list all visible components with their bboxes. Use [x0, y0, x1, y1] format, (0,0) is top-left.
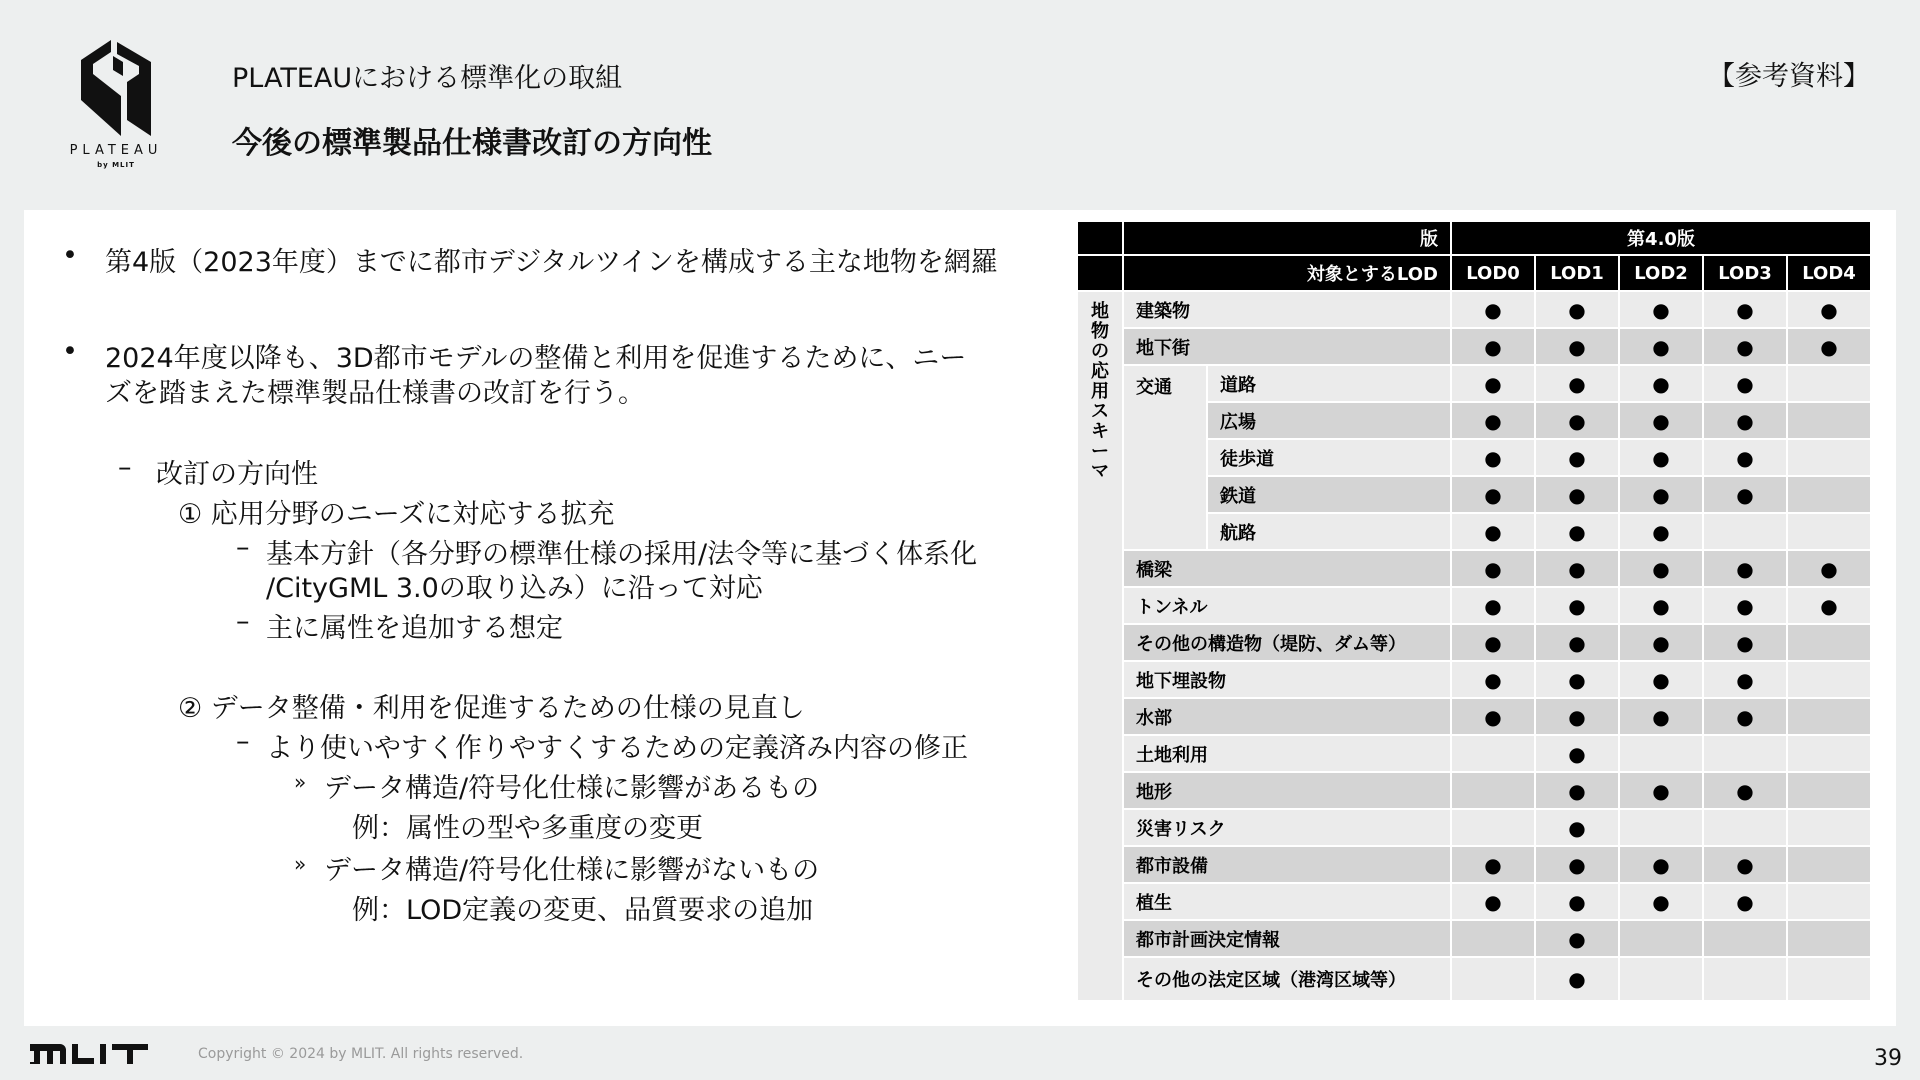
- lod-dot-cell: ●: [1787, 328, 1871, 365]
- item-1-sub-2: 主に属性を追加する想定: [266, 613, 563, 644]
- lod-header: LOD3: [1703, 255, 1787, 291]
- lod-dot-cell: ●: [1619, 846, 1703, 883]
- lod-empty-cell: [1787, 439, 1871, 476]
- row-label: 建築物: [1123, 291, 1451, 328]
- dash-icon: –: [236, 532, 250, 563]
- lod-dot-cell: ●: [1787, 291, 1871, 328]
- lod-table-container: [1076, 220, 1872, 1002]
- lod-dot-cell: ●: [1451, 476, 1535, 513]
- lod-dot-cell: ●: [1703, 587, 1787, 624]
- lod-dot-cell: ●: [1535, 846, 1619, 883]
- lod-empty-cell: [1619, 957, 1703, 1001]
- row-label: 橋梁: [1123, 550, 1451, 587]
- row-label: 植生: [1123, 883, 1451, 920]
- lod-dot-cell: ●: [1619, 291, 1703, 328]
- lod-dot-cell: ●: [1451, 587, 1535, 624]
- lod-dot-cell: ●: [1619, 550, 1703, 587]
- item-1: ① 応用分野のニーズに対応する拡充: [178, 499, 615, 530]
- lod-dot-cell: ●: [1703, 550, 1787, 587]
- transport-group-label: 交通: [1123, 365, 1207, 550]
- row-label: 鉄道: [1207, 476, 1451, 513]
- row-label: 都市計画決定情報: [1123, 920, 1451, 957]
- lod-dot-cell: ●: [1619, 513, 1703, 550]
- lod-empty-cell: [1787, 513, 1871, 550]
- table-row: [1077, 365, 1871, 402]
- table-row: [1077, 291, 1871, 328]
- item-2-sub-1-b: データ構造/符号化仕様に影響がないもの: [324, 855, 820, 886]
- page-title: 今後の標準製品仕様書改訂の方向性: [232, 126, 712, 161]
- lod-empty-cell: [1619, 735, 1703, 772]
- lod-dot-cell: ●: [1451, 624, 1535, 661]
- lod-dot-cell: ●: [1535, 698, 1619, 735]
- lod-dot-cell: ●: [1703, 698, 1787, 735]
- dash-icon: –: [118, 452, 132, 483]
- logo-wordmark: PLATEAU: [69, 143, 163, 158]
- item-2-sub-1-a-example: 例：属性の型や多重度の変更: [352, 813, 703, 844]
- vertical-label-char: ー: [1091, 441, 1109, 462]
- lod-dot-cell: ●: [1451, 698, 1535, 735]
- lod-dot-cell: ●: [1451, 550, 1535, 587]
- lod-empty-cell: [1787, 846, 1871, 883]
- table-row: [1077, 328, 1871, 365]
- chevron-icon: »: [294, 852, 307, 876]
- table-body: [1077, 291, 1871, 1001]
- row-label: 地下街: [1123, 328, 1451, 365]
- row-label: 徒歩道: [1207, 439, 1451, 476]
- lod-dot-cell: ●: [1451, 883, 1535, 920]
- copyright-text: Copyright © 2024 by MLIT. All rights reserved.: [198, 1046, 524, 1062]
- lod-dot-cell: ●: [1619, 587, 1703, 624]
- row-label: 災害リスク: [1123, 809, 1451, 846]
- lod-empty-cell: [1451, 809, 1535, 846]
- vertical-label-char: の: [1091, 341, 1109, 362]
- lod-dot-cell: ●: [1535, 439, 1619, 476]
- lod-empty-cell: [1703, 809, 1787, 846]
- mlit-logo: [30, 1040, 160, 1066]
- plateau-cube-icon: [81, 40, 151, 136]
- item-1-sub-1-line-2: /CityGML 3.0の取り込み）に沿って対応: [266, 573, 763, 604]
- lod-empty-cell: [1787, 772, 1871, 809]
- table-row: [1077, 624, 1871, 661]
- lod-dot-cell: ●: [1451, 661, 1535, 698]
- table-row: [1077, 661, 1871, 698]
- lod-dot-cell: ●: [1619, 883, 1703, 920]
- table-corner-cell: [1077, 255, 1123, 291]
- vertical-label-char: 地: [1091, 301, 1109, 322]
- lod-dot-cell: ●: [1703, 772, 1787, 809]
- chevron-icon: »: [294, 770, 307, 794]
- lod-dot-cell: ●: [1619, 439, 1703, 476]
- page-number: 39: [1874, 1046, 1902, 1071]
- version-value: 第4.0版: [1451, 221, 1871, 255]
- lod-empty-cell: [1787, 365, 1871, 402]
- bullet-icon: •: [62, 240, 78, 271]
- lod-label: 対象とするLOD: [1123, 255, 1451, 291]
- dash-icon: –: [236, 726, 250, 757]
- lod-dot-cell: ●: [1535, 476, 1619, 513]
- lod-table: [1076, 220, 1872, 1002]
- table-row: [1077, 587, 1871, 624]
- lod-dot-cell: ●: [1451, 513, 1535, 550]
- vertical-label-char: 物: [1091, 321, 1109, 342]
- plateau-logo: [56, 40, 176, 175]
- row-label: その他の法定区域（港湾区域等）: [1123, 957, 1451, 1001]
- lod-dot-cell: ●: [1535, 772, 1619, 809]
- lod-dot-cell: ●: [1535, 809, 1619, 846]
- row-label: その他の構造物（堤防、ダム等）: [1123, 624, 1451, 661]
- lod-dot-cell: ●: [1619, 661, 1703, 698]
- lod-dot-cell: ●: [1787, 550, 1871, 587]
- vertical-label-char: 用: [1091, 381, 1109, 402]
- lod-dot-cell: ●: [1451, 365, 1535, 402]
- table-header-lod-row: [1077, 255, 1871, 291]
- lod-header: LOD2: [1619, 255, 1703, 291]
- table-row: [1077, 698, 1871, 735]
- lod-dot-cell: ●: [1451, 328, 1535, 365]
- logo-byline: by MLIT: [97, 161, 135, 169]
- row-label: 道路: [1207, 365, 1451, 402]
- row-label: 水部: [1123, 698, 1451, 735]
- vertical-label-char: 応: [1091, 361, 1109, 382]
- table-row: [1077, 772, 1871, 809]
- lod-empty-cell: [1787, 476, 1871, 513]
- lod-dot-cell: ●: [1451, 291, 1535, 328]
- page-subtitle: PLATEAUにおける標準化の取組: [232, 63, 623, 94]
- table-corner-cell: [1077, 221, 1123, 255]
- lod-dot-cell: ●: [1703, 291, 1787, 328]
- lod-dot-cell: ●: [1535, 513, 1619, 550]
- lod-dot-cell: ●: [1535, 587, 1619, 624]
- lod-dot-cell: ●: [1535, 920, 1619, 957]
- row-label: 地下埋設物: [1123, 661, 1451, 698]
- row-label: 航路: [1207, 513, 1451, 550]
- lod-header: LOD1: [1535, 255, 1619, 291]
- item-1-sub-1-line-1: 基本方針（各分野の標準仕様の採用/法令等に基づく体系化: [266, 539, 978, 570]
- table-row: [1077, 957, 1871, 1001]
- table-header-version-row: [1077, 221, 1871, 255]
- item-2-sub-1-a: データ構造/符号化仕様に影響があるもの: [324, 773, 820, 804]
- lod-dot-cell: ●: [1535, 957, 1619, 1001]
- row-label: 都市設備: [1123, 846, 1451, 883]
- lod-empty-cell: [1787, 735, 1871, 772]
- lod-empty-cell: [1787, 957, 1871, 1001]
- lod-empty-cell: [1703, 513, 1787, 550]
- lod-dot-cell: ●: [1451, 402, 1535, 439]
- lod-dot-cell: ●: [1619, 328, 1703, 365]
- lod-dot-cell: ●: [1703, 328, 1787, 365]
- lod-empty-cell: [1703, 735, 1787, 772]
- lod-empty-cell: [1787, 698, 1871, 735]
- table-row: [1077, 735, 1871, 772]
- lod-dot-cell: ●: [1787, 587, 1871, 624]
- lod-dot-cell: ●: [1535, 291, 1619, 328]
- lod-empty-cell: [1703, 920, 1787, 957]
- lod-empty-cell: [1703, 957, 1787, 1001]
- bullet-icon: •: [62, 336, 78, 367]
- item-2-sub-1: より使いやすく作りやすくするための定義済み内容の修正: [266, 733, 968, 764]
- lod-dot-cell: ●: [1535, 328, 1619, 365]
- vertical-label-char: マ: [1091, 461, 1109, 482]
- lod-empty-cell: [1451, 772, 1535, 809]
- lod-dot-cell: ●: [1535, 550, 1619, 587]
- bullet-2-line-2: ズを踏まえた標準製品仕様書の改訂を行う。: [105, 378, 645, 409]
- lod-header: LOD4: [1787, 255, 1871, 291]
- lod-empty-cell: [1787, 624, 1871, 661]
- lod-dot-cell: ●: [1703, 883, 1787, 920]
- table-row: [1077, 809, 1871, 846]
- reference-label: 【参考資料】: [1708, 61, 1870, 92]
- dash-icon: –: [236, 606, 250, 637]
- table-row: [1077, 883, 1871, 920]
- lod-dot-cell: ●: [1703, 365, 1787, 402]
- lod-empty-cell: [1451, 735, 1535, 772]
- lod-dot-cell: ●: [1535, 624, 1619, 661]
- vertical-schema-label: [1077, 291, 1123, 1001]
- vertical-label-char: キ: [1091, 421, 1109, 442]
- lod-dot-cell: ●: [1451, 439, 1535, 476]
- lod-dot-cell: ●: [1535, 735, 1619, 772]
- lod-dot-cell: ●: [1703, 624, 1787, 661]
- version-label: 版: [1123, 221, 1451, 255]
- row-label: 土地利用: [1123, 735, 1451, 772]
- lod-dot-cell: ●: [1535, 661, 1619, 698]
- lod-empty-cell: [1787, 809, 1871, 846]
- item-2: ② データ整備・利用を促進するための仕様の見直し: [178, 693, 805, 724]
- lod-dot-cell: ●: [1619, 365, 1703, 402]
- lod-dot-cell: ●: [1535, 365, 1619, 402]
- table-row: [1077, 846, 1871, 883]
- lod-dot-cell: ●: [1703, 439, 1787, 476]
- row-label: トンネル: [1123, 587, 1451, 624]
- lod-dot-cell: ●: [1703, 476, 1787, 513]
- bullet-1: 第4版（2023年度）までに都市デジタルツインを構成する主な地物を網羅: [105, 247, 998, 278]
- bullet-2-line-1: 2024年度以降も、3D都市モデルの整備と利用を促進するために、ニー: [105, 343, 967, 374]
- lod-dot-cell: ●: [1535, 402, 1619, 439]
- lod-dot-cell: ●: [1451, 846, 1535, 883]
- table-row: [1077, 920, 1871, 957]
- lod-dot-cell: ●: [1703, 661, 1787, 698]
- lod-empty-cell: [1787, 402, 1871, 439]
- table-row: [1077, 550, 1871, 587]
- lod-dot-cell: ●: [1619, 624, 1703, 661]
- lod-dot-cell: ●: [1703, 846, 1787, 883]
- lod-empty-cell: [1787, 920, 1871, 957]
- lod-header: LOD0: [1451, 255, 1535, 291]
- lod-empty-cell: [1451, 920, 1535, 957]
- row-label: 地形: [1123, 772, 1451, 809]
- lod-dot-cell: ●: [1535, 883, 1619, 920]
- row-label: 広場: [1207, 402, 1451, 439]
- revision-direction-heading: 改訂の方向性: [156, 459, 318, 490]
- lod-empty-cell: [1787, 661, 1871, 698]
- item-2-sub-1-b-example: 例：LOD定義の変更、品質要求の追加: [352, 895, 814, 926]
- lod-empty-cell: [1451, 957, 1535, 1001]
- lod-empty-cell: [1619, 920, 1703, 957]
- lod-empty-cell: [1619, 809, 1703, 846]
- lod-dot-cell: ●: [1619, 402, 1703, 439]
- lod-dot-cell: ●: [1619, 476, 1703, 513]
- lod-dot-cell: ●: [1619, 772, 1703, 809]
- lod-empty-cell: [1787, 883, 1871, 920]
- vertical-label-char: ス: [1091, 401, 1109, 422]
- lod-dot-cell: ●: [1619, 698, 1703, 735]
- lod-dot-cell: ●: [1703, 402, 1787, 439]
